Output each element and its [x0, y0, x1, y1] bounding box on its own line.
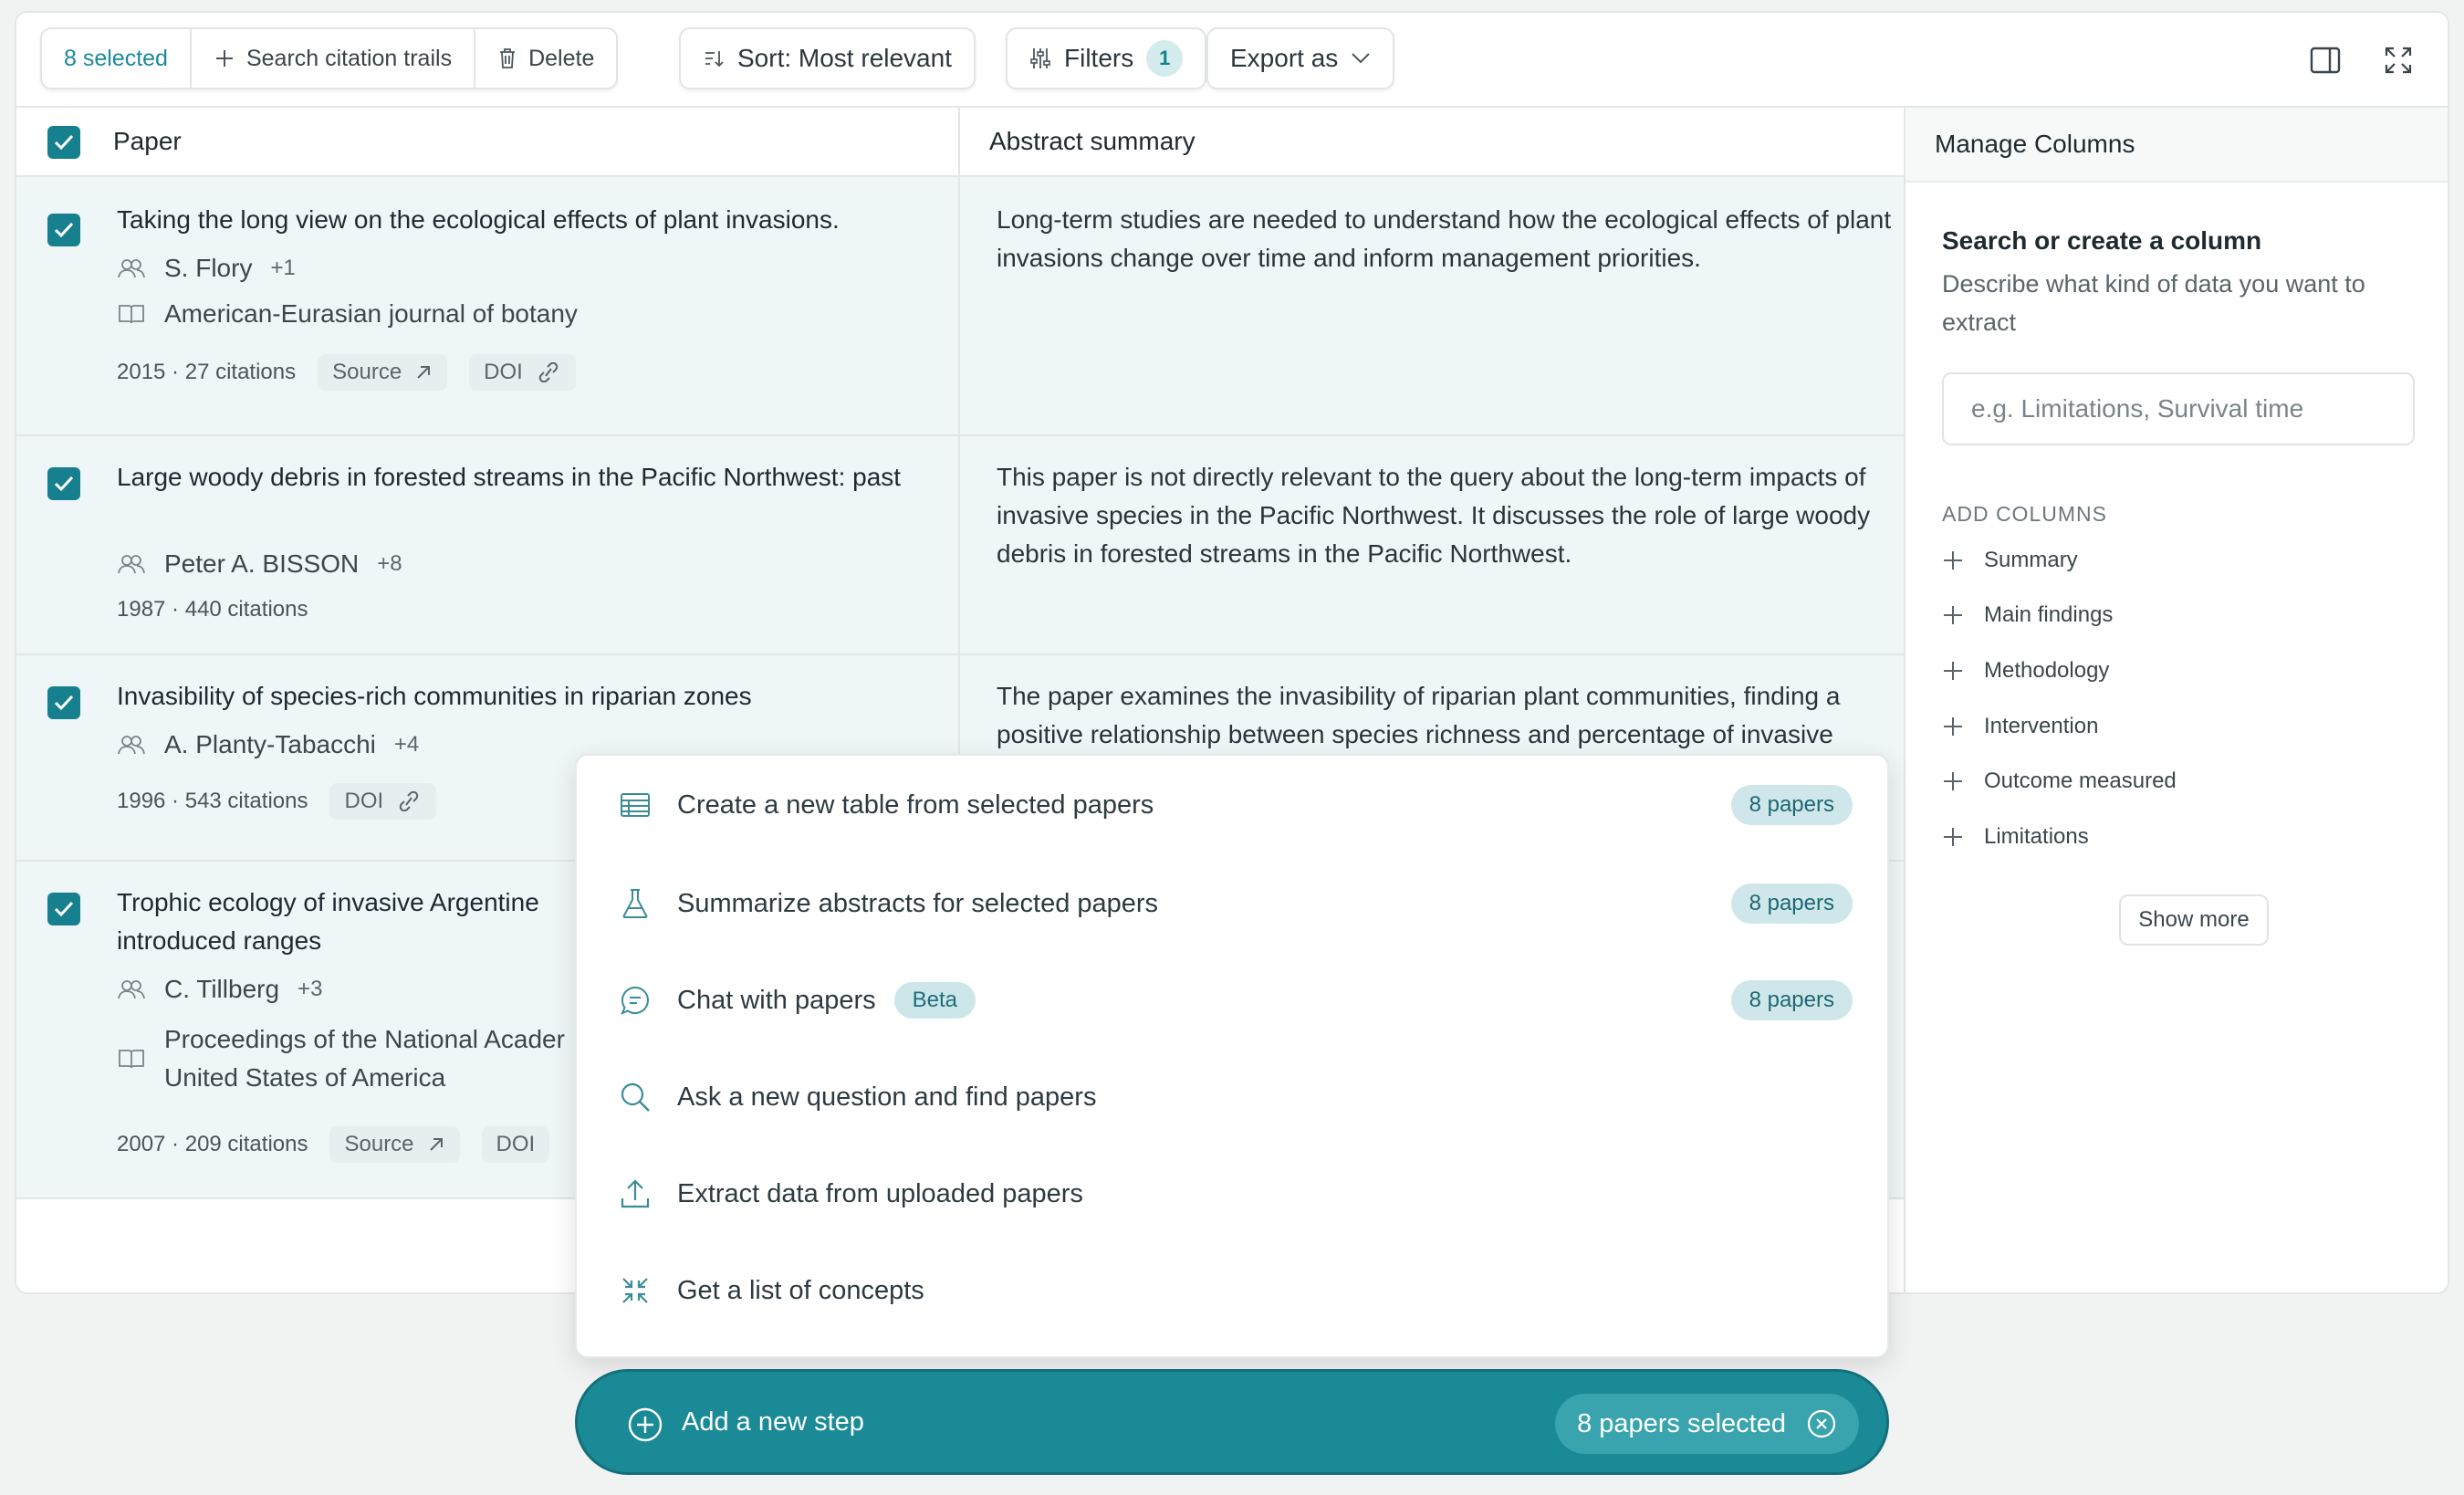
doi-label: DOI: [344, 789, 384, 813]
paper-journal: [117, 299, 578, 329]
search-column-title: Search or create a column: [1942, 226, 2262, 255]
sort-label: Sort: Most relevant: [737, 44, 952, 72]
year-citations: 2015 · 27 citations: [117, 360, 297, 384]
selected-count-button[interactable]: [42, 29, 192, 88]
check-icon: [53, 694, 75, 712]
abstract-summary: This paper is not directly relevant to the query about the long-term impacts of invasive species in the Pacific Northwest. It discusses the role of large woody debris in forested streams in the Pacific Northwest.: [997, 463, 1871, 568]
paper-title[interactable]: Large woody debris in forested streams in the Pacific Northwest: past: [117, 463, 902, 491]
doi-link[interactable]: [482, 1126, 550, 1163]
source-link[interactable]: [318, 354, 447, 391]
paper-authors: [117, 254, 296, 283]
paper-authors: [117, 730, 419, 759]
paper-count-badge: 8 papers: [1731, 883, 1853, 924]
clear-selection-icon[interactable]: [1806, 1408, 1837, 1439]
search-citation-trails-label: Search citation trails: [245, 45, 453, 71]
doi-link[interactable]: [329, 783, 436, 820]
add-circle-icon: [627, 1406, 663, 1443]
filters-label: Filters: [1064, 44, 1134, 72]
show-more-button[interactable]: Show more: [2119, 894, 2269, 946]
author-more[interactable]: +8: [377, 551, 402, 576]
column-option-label: Outcome measured: [1984, 768, 2177, 793]
delete-button[interactable]: [475, 29, 616, 88]
paper-title[interactable]: Taking the long view on the ecological effects of plant invasions.: [117, 205, 840, 234]
sort-icon: [703, 47, 725, 69]
sliders-icon: [1029, 47, 1051, 70]
plus-icon: [214, 47, 235, 69]
add-column-outcome-measured[interactable]: [1942, 768, 2177, 794]
authors-icon: [117, 553, 146, 575]
paper-stats: [117, 597, 308, 622]
sidebar-toggle-icon[interactable]: [2305, 40, 2345, 80]
row-checkbox[interactable]: [47, 893, 80, 925]
source-label: Source: [332, 360, 402, 384]
link-icon: [396, 791, 422, 811]
author-name[interactable]: C. Tillberg: [164, 975, 280, 1003]
add-step-bar[interactable]: [575, 1369, 1889, 1475]
compress-icon: [617, 1272, 653, 1309]
paper-stats: [117, 1126, 549, 1163]
toolbar: [16, 13, 2448, 108]
check-icon: [53, 221, 75, 239]
filters-button[interactable]: [1006, 27, 1206, 89]
expand-icon[interactable]: [2378, 40, 2418, 80]
check-icon: [53, 133, 75, 152]
papers-selected-label: 8 papers selected: [1577, 1408, 1786, 1438]
year-citations: 1987 · 440 citations: [117, 597, 308, 622]
paper-count-badge: 8 papers: [1731, 785, 1853, 825]
doi-link[interactable]: [469, 354, 576, 391]
author-more[interactable]: +1: [270, 256, 296, 280]
plus-icon: [1942, 770, 1964, 792]
column-option-label: Main findings: [1984, 602, 2114, 627]
column-divider: [958, 177, 960, 434]
paper-stats: [117, 354, 576, 391]
column-option-label: Limitations: [1984, 824, 2089, 849]
check-icon: [53, 475, 75, 493]
add-column-intervention[interactable]: [1942, 714, 2098, 739]
add-column-limitations[interactable]: [1942, 824, 2089, 850]
menu-item-create-table[interactable]: [577, 759, 1887, 851]
abstract-summary: Long-term studies are needed to understand how the ecological effects of plant invasions change over time and inform management priorities.: [997, 205, 1892, 272]
delete-label: Delete: [528, 45, 595, 71]
year-citations: 1996 · 543 citations: [117, 789, 308, 813]
export-dropdown[interactable]: [1206, 27, 1394, 89]
sort-button[interactable]: [679, 27, 976, 89]
menu-item-label: Summarize abstracts for selected papers: [677, 888, 1159, 918]
trash-icon: [497, 47, 517, 69]
menu-item-list-concepts[interactable]: [577, 1245, 1887, 1336]
plus-icon: [1942, 660, 1964, 682]
author-name[interactable]: S. Flory: [164, 254, 253, 282]
author-more[interactable]: +4: [393, 732, 420, 757]
author-name[interactable]: A. Planty-Tabacchi: [164, 730, 376, 758]
journal-name: American-Eurasian journal of botany: [164, 299, 578, 328]
plus-icon: [1942, 604, 1964, 626]
add-columns-title: ADD COLUMNS: [1942, 502, 2107, 526]
menu-item-label: Create a new table from selected papers: [677, 789, 1154, 820]
paper-authors: [117, 975, 322, 1004]
paper-count-badge: 8 papers: [1731, 980, 1853, 1020]
chat-icon: [617, 982, 653, 1019]
paper-title-line: Trophic ecology of invasive Argentine: [117, 888, 539, 916]
manage-columns-header: Manage Columns: [1905, 108, 2449, 183]
column-divider: [958, 108, 960, 175]
beta-badge: Beta: [894, 982, 976, 1019]
add-column-main-findings[interactable]: [1942, 602, 2113, 628]
journal-name: [164, 1020, 565, 1097]
journal-line: Proceedings of the National Acader: [164, 1025, 565, 1053]
menu-item-label: Ask a new question and find papers: [677, 1082, 1097, 1112]
doi-label: DOI: [484, 360, 523, 384]
chevron-down-icon: [1351, 52, 1371, 65]
table-icon: [617, 787, 653, 823]
selection-actions: [40, 27, 618, 89]
table-row[interactable]: [16, 177, 1904, 436]
select-all-checkbox[interactable]: [47, 126, 80, 159]
table-header: [16, 108, 1904, 177]
papers-selected-pill[interactable]: [1555, 1394, 1859, 1454]
selected-count-label: 8 selected: [64, 45, 168, 71]
export-label: Export as: [1230, 44, 1339, 72]
add-column-summary[interactable]: [1942, 548, 2078, 573]
paper-authors: [117, 549, 402, 579]
plus-icon: [1942, 826, 1964, 848]
doi-label: DOI: [496, 1132, 536, 1156]
search-icon: [617, 1079, 653, 1115]
authors-icon: [117, 978, 146, 1000]
plus-icon: [1942, 549, 1964, 571]
link-icon: [536, 362, 561, 382]
add-column-methodology[interactable]: [1942, 658, 2109, 684]
source-link[interactable]: [329, 1126, 459, 1163]
paper-column-header[interactable]: Paper: [113, 127, 182, 155]
manage-columns-panel: [1904, 108, 2449, 1294]
row-checkbox[interactable]: [47, 467, 80, 500]
add-step-label: Add a new step: [682, 1406, 864, 1437]
abstract-summary: The paper examines the invasibility of riparian plant communities, finding a positive relationship between species richness and percentage of invasive: [997, 682, 1841, 748]
menu-item-label: Extract data from uploaded papers: [677, 1178, 1083, 1208]
menu-item-label: Get a list of concepts: [677, 1275, 924, 1305]
paper-title[interactable]: Invasibility of species-rich communities in riparian zones: [117, 682, 752, 710]
paper-stats: [117, 783, 436, 820]
book-icon: [117, 1048, 146, 1070]
author-name[interactable]: Peter A. BISSON: [164, 549, 360, 578]
external-link-icon: [414, 363, 433, 382]
menu-item-chat-with-papers[interactable]: [577, 955, 1887, 1046]
row-checkbox[interactable]: [47, 214, 80, 246]
table-row[interactable]: [16, 436, 1904, 655]
search-column-description: Describe what kind of data you want to extract: [1942, 270, 2365, 336]
column-search-input[interactable]: [1942, 372, 2415, 445]
paper-journal: [117, 1020, 565, 1097]
source-label: Source: [344, 1132, 414, 1156]
column-option-label: Methodology: [1984, 658, 2110, 683]
upload-icon: [617, 1176, 653, 1212]
filters-count-badge: 1: [1146, 40, 1183, 77]
flask-icon: [617, 885, 653, 922]
paper-title-line: introduced ranges: [117, 926, 322, 955]
authors-icon: [117, 257, 146, 279]
menu-item-ask-new-question[interactable]: [577, 1051, 1887, 1143]
row-checkbox[interactable]: [47, 686, 80, 719]
journal-line: United States of America: [164, 1063, 446, 1092]
next-step-menu: [575, 754, 1889, 1358]
authors-icon: [117, 734, 146, 756]
book-icon: [117, 303, 146, 325]
search-citation-trails-button[interactable]: [192, 29, 475, 88]
year-citations: 2007 · 209 citations: [117, 1132, 308, 1156]
menu-item-summarize-abstracts[interactable]: [577, 858, 1887, 949]
abstract-column-header[interactable]: Abstract summary: [989, 127, 1195, 155]
menu-item-extract-data[interactable]: [577, 1148, 1887, 1239]
menu-item-label: Chat with papers: [677, 985, 876, 1015]
column-option-label: Intervention: [1984, 714, 2099, 738]
author-more[interactable]: +3: [298, 977, 323, 1001]
check-icon: [53, 900, 75, 918]
column-option-label: Summary: [1984, 548, 2078, 572]
plus-icon: [1942, 716, 1964, 737]
column-divider: [958, 436, 960, 653]
external-link-icon: [427, 1135, 445, 1154]
